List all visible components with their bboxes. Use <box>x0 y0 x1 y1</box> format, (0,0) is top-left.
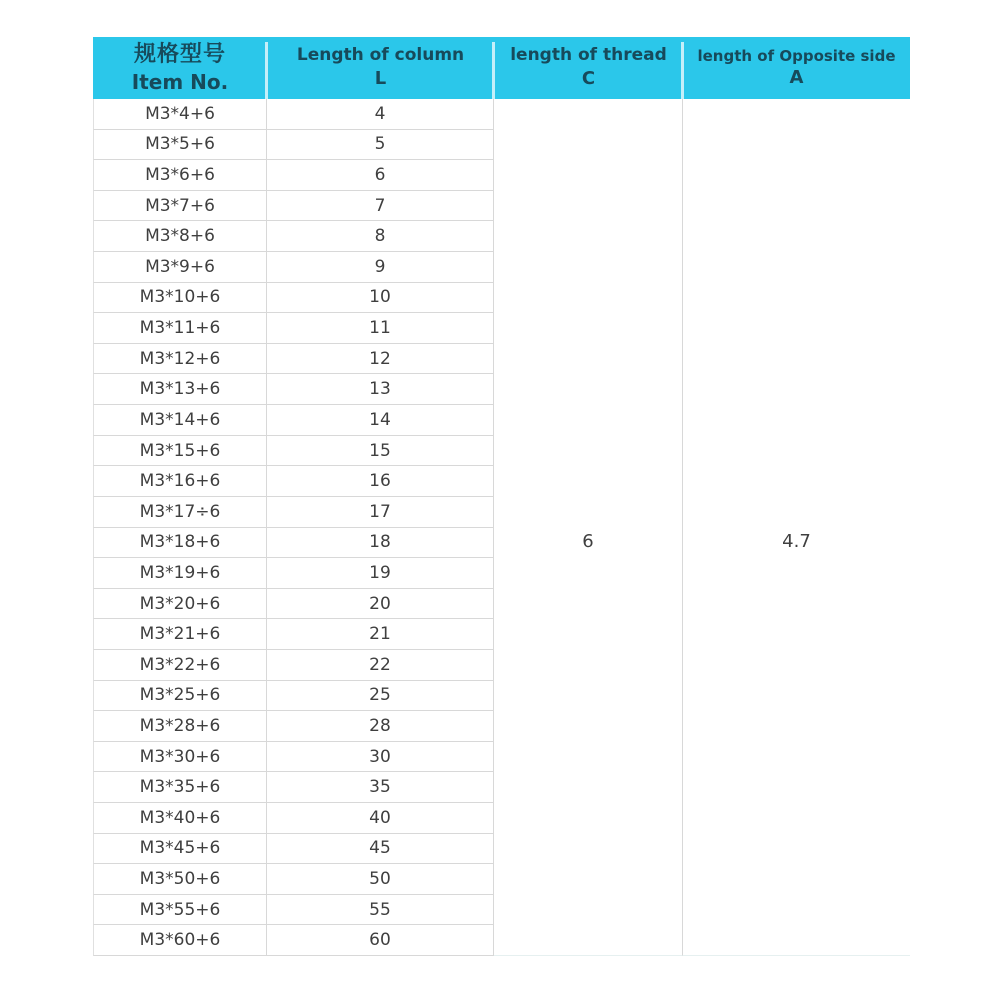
item-no-cell: M3*11+6 <box>93 313 267 344</box>
length-value-cell: 35 <box>267 772 494 803</box>
item-no-cell: M3*18+6 <box>93 528 267 559</box>
length-value-cell: 28 <box>267 711 494 742</box>
length-value-cell: 16 <box>267 466 494 497</box>
table-header <box>93 37 910 99</box>
item-no-cell: M3*8+6 <box>93 221 267 252</box>
length-value-cell: 22 <box>267 650 494 681</box>
thread-length-merged-cell: 6 <box>494 99 683 956</box>
item-no-cell: M3*4+6 <box>93 99 267 130</box>
table-body <box>93 99 910 956</box>
item-no-cell: M3*25+6 <box>93 681 267 712</box>
item-no-cell: M3*45+6 <box>93 834 267 865</box>
length-value-cell: 8 <box>267 221 494 252</box>
item-no-cell: M3*21+6 <box>93 619 267 650</box>
length-value-cell: 6 <box>267 160 494 191</box>
item-no-cell: M3*17÷6 <box>93 497 267 528</box>
col-header-item-no <box>93 37 267 99</box>
item-no-cell: M3*13+6 <box>93 374 267 405</box>
length-value-cell: 12 <box>267 344 494 375</box>
col-header-length-of-column <box>267 37 494 99</box>
opposite-side-merged-cell: 4.7 <box>683 99 910 956</box>
item-no-cell: M3*40+6 <box>93 803 267 834</box>
length-value-cell: 7 <box>267 191 494 222</box>
length-value-cell: 13 <box>267 374 494 405</box>
item-no-cell: M3*15+6 <box>93 436 267 467</box>
item-no-cell: M3*19+6 <box>93 558 267 589</box>
length-value-cell: 60 <box>267 925 494 956</box>
col-header-item-no-zh: 规格型号 <box>133 42 226 68</box>
length-value-cell: 11 <box>267 313 494 344</box>
col-header-length-of-thread <box>494 37 683 99</box>
length-value-cell: 50 <box>267 864 494 895</box>
col-header-length-of-column-label: Length of column <box>296 45 465 66</box>
length-value-cell: 19 <box>267 558 494 589</box>
col-header-length-of-thread-label: length of thread <box>510 45 667 66</box>
spec-table <box>93 37 910 956</box>
length-value-cell: 25 <box>267 681 494 712</box>
item-no-cell: M3*50+6 <box>93 864 267 895</box>
item-no-cell: M3*22+6 <box>93 650 267 681</box>
col-header-length-of-thread-symbol: C <box>581 67 596 89</box>
item-no-cell: M3*28+6 <box>93 711 267 742</box>
item-no-cell: M3*14+6 <box>93 405 267 436</box>
length-value-cell: 5 <box>267 130 494 161</box>
col-header-length-of-column-symbol: L <box>374 67 387 89</box>
length-value-cell: 18 <box>267 528 494 559</box>
item-no-cell: M3*5+6 <box>93 130 267 161</box>
length-value-cell: 17 <box>267 497 494 528</box>
item-no-cell: M3*30+6 <box>93 742 267 773</box>
length-value-cell: 40 <box>267 803 494 834</box>
length-value-cell: 20 <box>267 589 494 620</box>
length-value-cell: 4 <box>267 99 494 130</box>
item-no-cell: M3*16+6 <box>93 466 267 497</box>
length-value-cell: 30 <box>267 742 494 773</box>
item-no-cell: M3*7+6 <box>93 191 267 222</box>
col-header-opposite-side <box>683 37 910 99</box>
length-value-cell: 9 <box>267 252 494 283</box>
item-no-cell: M3*12+6 <box>93 344 267 375</box>
item-no-cell: M3*35+6 <box>93 772 267 803</box>
length-value-cell: 55 <box>267 895 494 926</box>
item-no-cell: M3*6+6 <box>93 160 267 191</box>
item-no-cell: M3*55+6 <box>93 895 267 926</box>
length-value-cell: 45 <box>267 834 494 865</box>
item-no-cell: M3*60+6 <box>93 925 267 956</box>
length-value-cell: 15 <box>267 436 494 467</box>
item-no-cell: M3*10+6 <box>93 283 267 314</box>
item-no-cell: M3*9+6 <box>93 252 267 283</box>
length-value-cell: 10 <box>267 283 494 314</box>
col-header-item-no-en: Item No. <box>131 69 229 94</box>
length-value-cell: 21 <box>267 619 494 650</box>
col-header-opposite-side-label: length of Opposite side <box>697 46 896 65</box>
item-no-cell: M3*20+6 <box>93 589 267 620</box>
length-value-cell: 14 <box>267 405 494 436</box>
col-header-opposite-side-symbol: A <box>789 66 804 88</box>
